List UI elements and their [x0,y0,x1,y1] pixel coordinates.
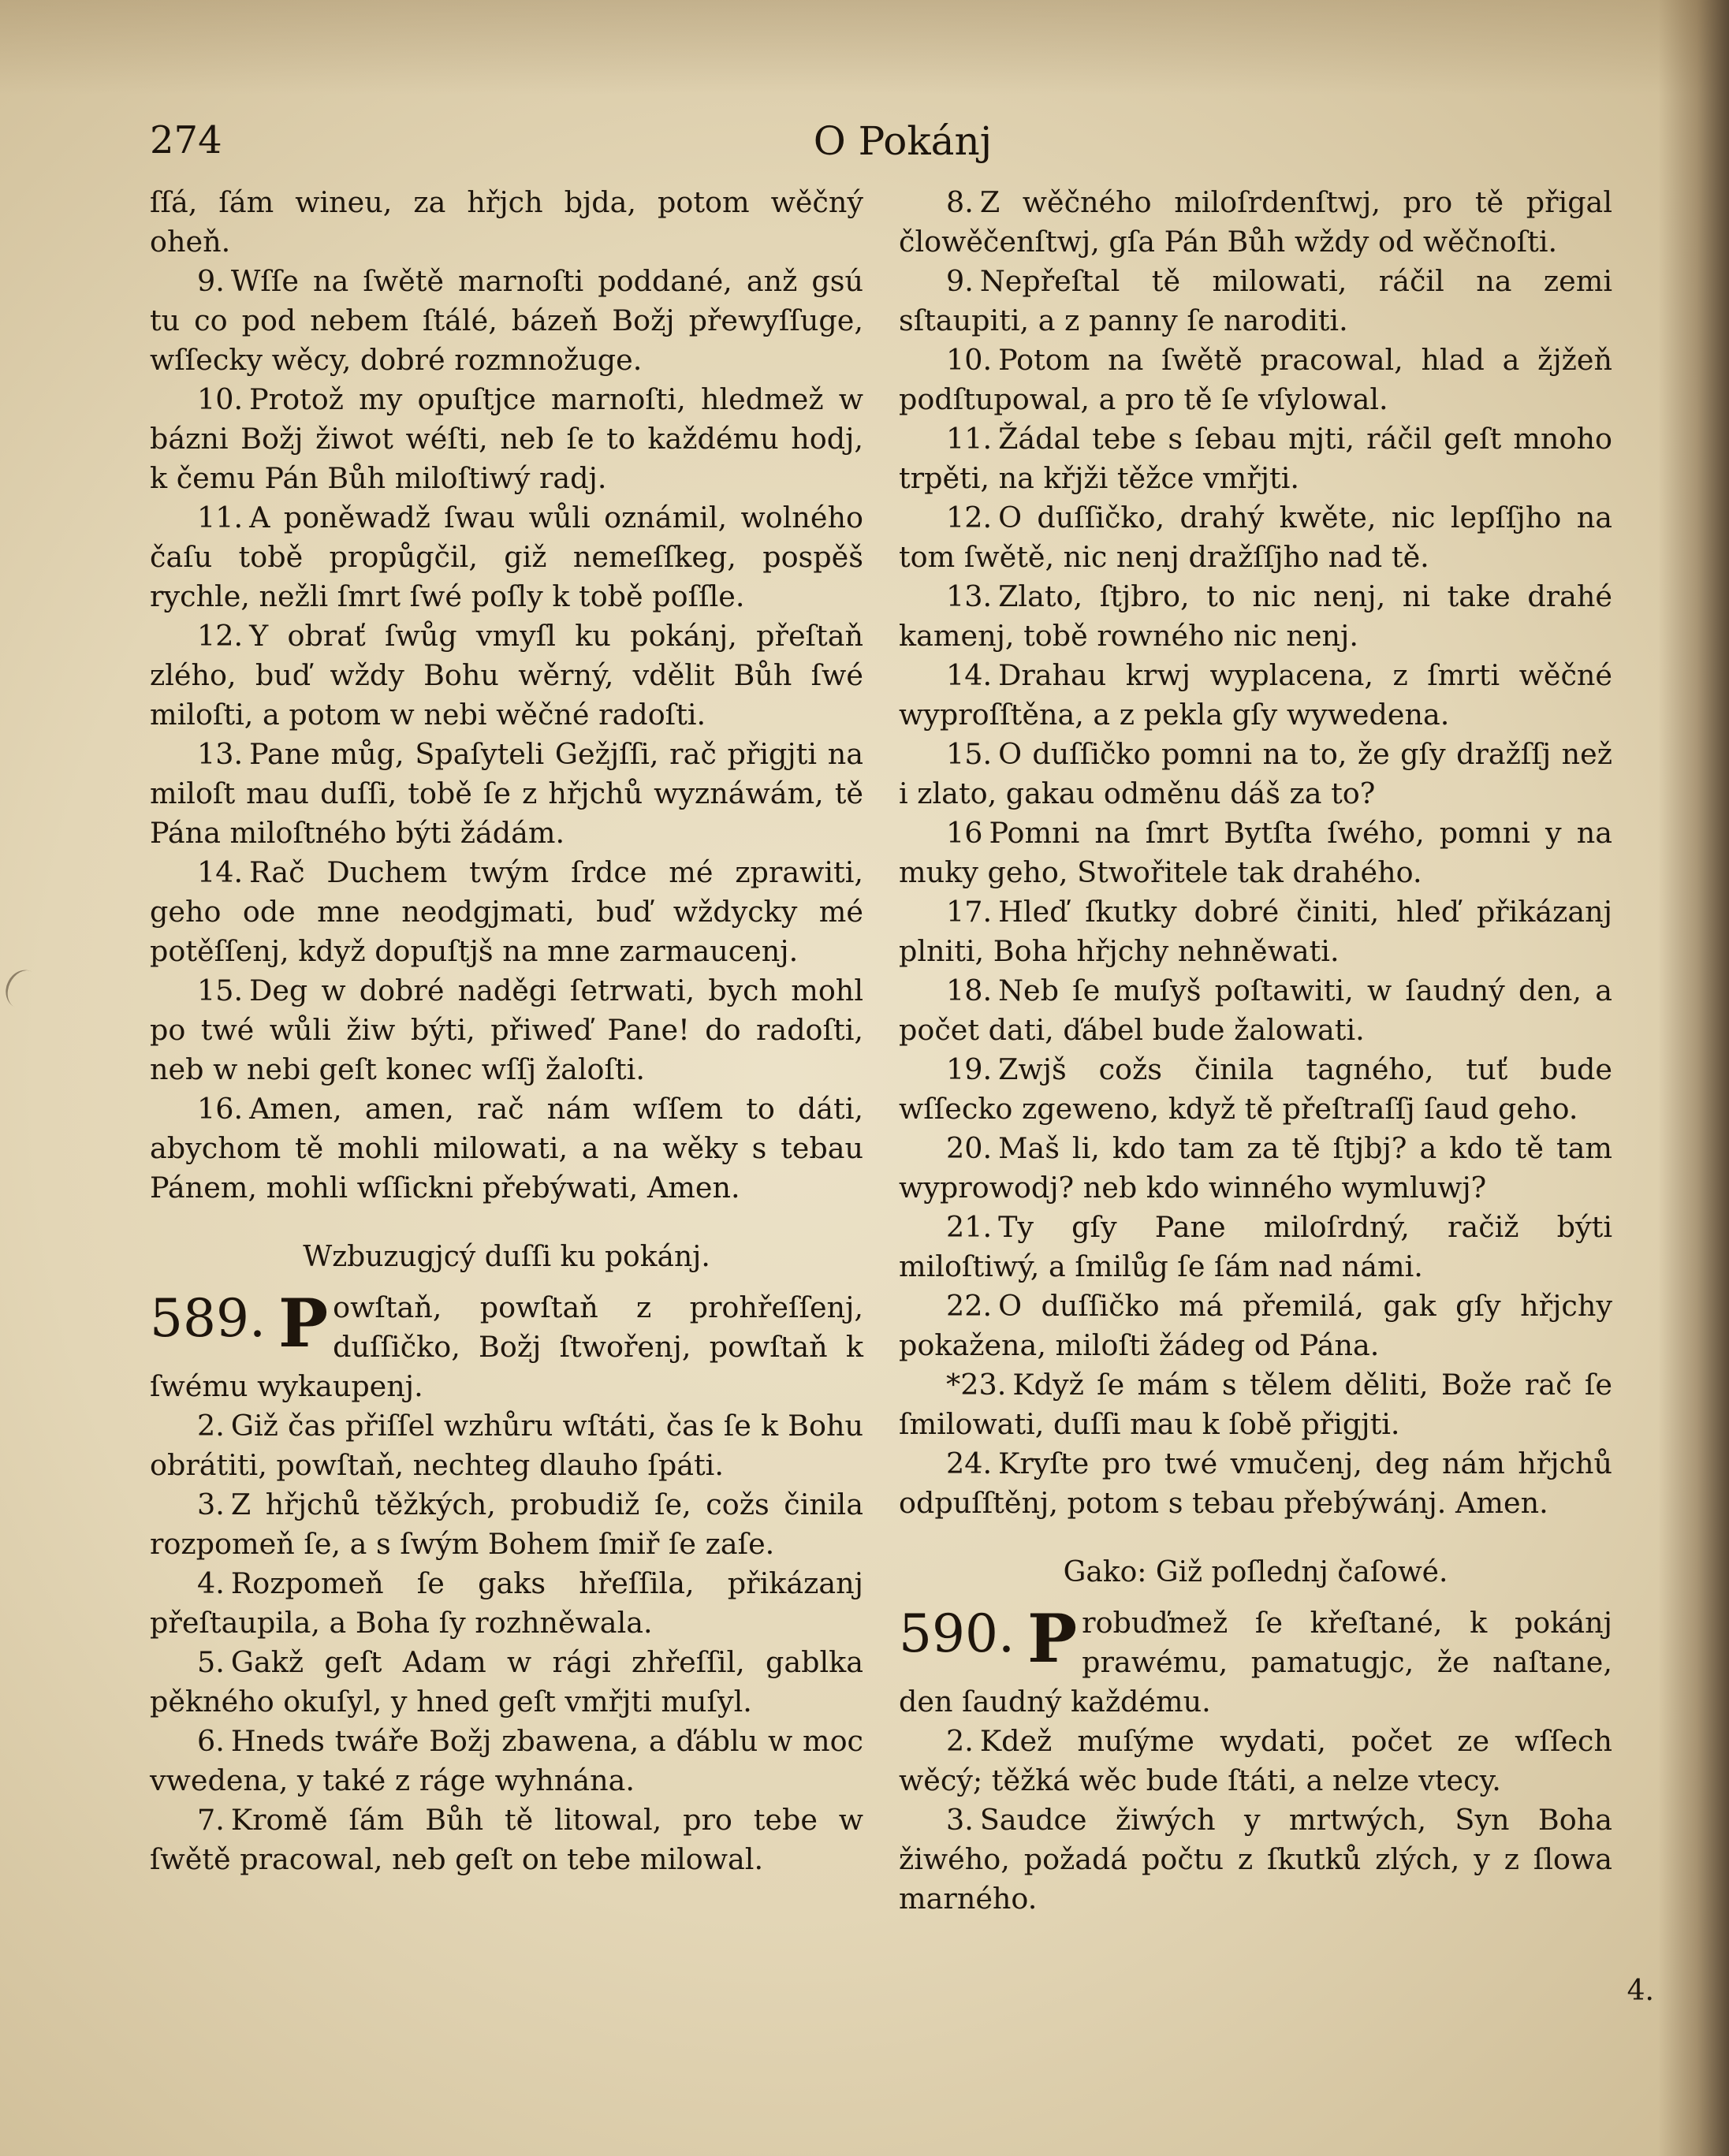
verse-number: 21. [946,1210,993,1244]
hymn-title: Gako: Giž poſlednj čaſowé. [1063,1556,1448,1588]
verse [150,1643,863,1722]
verse-text: Pomni na ſmrt Bytſta ſwého, pomni y na muky geho, Stwořitele tak drahého. [899,816,1612,889]
verse-text: Y obrať ſwůg vmyſl ku pokánj, přeſtaň zlého, buď wždy Bohu wěrný, vdělit Bůh ſwé miloſti, a potom w nebi wěčné radoſti. [150,619,863,732]
verse-text: Žádal tebe s ſebau mjti, ráčil geſt mnoho trpěti, na křjži těžce vmřjti. [899,422,1612,495]
hymn-opening [899,1599,1612,1722]
hymn-number: 589. [150,1288,266,1349]
verse-text: Z wěčného miloſrdenſtwj, pro tě přigal člowěčenſtwj, gſa Pán Bůh wždy od wěčnoſti. [899,185,1612,259]
verse-number: 3. [946,1803,974,1837]
verse-text: Rozpomeň ſe gaks hřeſſila, přikázanj přeſtaupila, a Boha ſy rozhněwala. [150,1566,863,1640]
verse [150,262,863,380]
verse-number: 14. [946,658,993,692]
verse-number: 24. [946,1447,993,1480]
verse-number: 13. [946,579,993,613]
verse-text: Pane můg, Spaſyteli Gežjſſi, rač přigjti na miloſt mau duſſi, tobě ſe z hřjchů wyznáwám, tě Pána miloſtného býti žádám. [150,737,863,850]
verse-text: Neb ſe muſyš poſtawiti, w ſaudný den, a počet dati, ďábel bude žalowati. [899,974,1612,1047]
verse [899,1365,1612,1444]
verse-number: 12. [197,619,244,653]
running-title: O Pokánj [813,118,993,164]
verse [899,419,1612,498]
page-edge-shadow-top [0,0,1729,95]
verse-text: O duſſičko má přemilá, gak gſy hřjchy pokažena, miloſti žádeg od Pána. [899,1289,1612,1362]
verse-text: Ty gſy Pane miloſrdný, račiž býti miloſtiwý, a ſmilůg ſe ſám nad námi. [899,1210,1612,1283]
verse-text: Deg w dobré naděgi ſetrwati, bych mohl po twé wůli žiw býti, přiweď Pane! do radoſti, neb w nebi geſt konec wſſj žaloſti. [150,974,863,1086]
catchword: 4. [1627,1975,1654,2007]
verse [899,814,1612,892]
verse-number: 9. [946,264,974,298]
verse-number: 16 [946,816,983,850]
verse [150,380,863,498]
verse-text: Hneds twáře Božj zbawena, a ďáblu w moc vwedena, y také z ráge wyhnána. [150,1724,863,1797]
verse-number: 3. [197,1488,225,1521]
verse-number: 18. [946,974,993,1007]
verse [150,1089,863,1208]
verse [150,1722,863,1800]
verse [899,1722,1612,1800]
verse-text: ſſá, ſám wineu, za hřjch bjda, potom wěčný oheň. [150,185,863,259]
page-edge-shadow-right [1658,0,1729,2156]
verse [899,341,1612,419]
verse-number: 13. [197,737,244,771]
page-number: 274 [150,118,222,162]
verse [899,1129,1612,1208]
verse-text: Kromě ſám Bůh tě litowal, pro tebe w ſwětě pracowal, neb geſt on tebe milowal. [150,1803,863,1876]
hymn-title: Wzbuzugjcý duſſi ku pokánj. [303,1241,710,1273]
verse-number: 15. [946,737,993,771]
verse-number: 4. [197,1566,225,1600]
verse [150,1406,863,1485]
verse-number: 2. [197,1409,225,1443]
verse-number: 15. [197,974,244,1007]
verse-number: 11. [946,422,993,456]
verse [150,971,863,1089]
verse-text: Giž čas přiſſel wzhůru wſtáti, čas ſe k Bohu obrátiti, powſtaň, nechteg dlauho ſpáti. [150,1409,863,1482]
verse [899,1208,1612,1287]
verse-text: Protož my opuſtjce marnoſti, hledmež w bázni Božj žiwot wéſti, neb ſe to každému hodj, k čemu Pán Bůh miloſtiwý radj. [150,382,863,495]
verse-text: Hleď ſkutky dobré činiti, hleď přikázanj plniti, Boha hřjchy nehněwati. [899,895,1612,968]
verse [150,1485,863,1564]
verse-number: 11. [197,501,244,534]
verse-number: 10. [946,343,993,377]
verse [899,498,1612,577]
verse [899,262,1612,341]
verse [899,656,1612,735]
verse-text: O duſſičko, drahý kwěte, nic lepſſjho na tom ſwětě, nic nenj dražſſjho nad tě. [899,501,1612,574]
verse-text: A poněwadž ſwau wůli oznámil, wolného čaſu tobě propůgčil, giž nemeſſkeg, pospěš rychle, nežli ſmrt ſwé poſly k tobě poſſle. [150,501,863,613]
running-header [150,118,1656,173]
hymn-number: 590. [899,1603,1015,1664]
verse [899,1444,1612,1523]
right-column [899,183,1612,1919]
verse [899,183,1612,262]
verse-number: 12. [946,501,993,534]
verse [150,498,863,616]
verse-number: 5. [197,1645,225,1679]
verse-number: 2. [946,1724,974,1758]
verse [150,1800,863,1879]
verse [899,892,1612,971]
verse-text: Drahau krwj wyplacena, z ſmrti wěčné wyproſſtěna, a z pekla gſy wywedena. [899,658,1612,732]
verse-number: 17. [946,895,993,929]
verse-text: Saudce žiwých y mrtwých, Syn Boha žiwého, požadá počtu z ſkutků zlých, y z ſlowa marného. [899,1803,1612,1916]
verse-number: 20. [946,1131,993,1165]
verse-text: O duſſičko pomni na to, že gſy dražſſj než i zlato, gakau odměnu dáš za to? [899,737,1612,810]
verse-text: Zlato, ſtjbro, to nic nenj, ni take drahé kamenj, tobě rowného nic nenj. [899,579,1612,653]
verse [150,853,863,971]
verse [899,1800,1612,1919]
verse-text: owſtaň, powſtaň z prohřeſſenj, duſſičko, Božj ſtwořenj, powſtaň k ſwému wykaupenj. [150,1290,863,1403]
verse-number: 19. [946,1052,993,1086]
verse-text: robuďmež ſe křeſtané, k pokánj prawému, pamatugjc, že naſtane, den ſaudný každému. [899,1606,1612,1718]
verse-text: Z hřjchů těžkých, probudiž ſe, cožs činila rozpomeň ſe, a s ſwým Bohem ſmiř ſe zaſe. [150,1488,863,1561]
hymn-opening [150,1284,863,1406]
verse-text: Zwjš cožs činila tagného, tuť bude wſſecko zgeweno, když tě přeſtraſſj ſaud geho. [899,1052,1612,1126]
verse-text: Kryſte pro twé vmučenj, deg nám hřjchů odpuſſtěnj, potom s tebau přebýwánj. Amen. [899,1447,1612,1520]
verse-text: Když ſe mám s tělem děliti, Bože rač ſe ſmilowati, duſſi mau k ſobě přigjti. [899,1368,1612,1441]
verse-number: 9. [197,264,225,298]
verse-text: Maš li, kdo tam za tě ſtjbj? a kdo tě tam wyprowodj? neb kdo winného wymluwj? [899,1131,1612,1205]
verse-number: 7. [197,1803,225,1837]
verse-number: 8. [946,185,974,219]
left-column [150,183,863,1879]
verse-text: Kdež muſýme wydati, počet ze wſſech wěcý; těžká wěc bude ſtáti, a nelze vtecy. [899,1724,1612,1797]
verse-number: 22. [946,1289,993,1323]
verse [899,577,1612,656]
verse-text: Wſſe na ſwětě marnoſti poddané, anž gsú tu co pod nebem ſtálé, bázeň Božj přewyſſuge, wſſecky wěcy, dobré rozmnožuge. [150,264,863,377]
verse-number: 6. [197,1724,225,1758]
verse [150,735,863,853]
verse [150,616,863,735]
verse [899,971,1612,1050]
verse [899,735,1612,814]
verse-number: 16. [197,1092,244,1126]
margin-mark [0,964,47,1014]
drop-initial: P [1027,1599,1078,1678]
verse-text: Potom na ſwětě pracowal, hlad a žjžeň podſtupowal, a pro tě ſe vſylowal. [899,343,1612,416]
drop-initial: P [278,1284,329,1362]
verse-text: Rač Duchem twým ſrdce mé zprawiti, geho ode mne neodgjmati, buď wždycky mé potěſſenj, když dopuſtjš na mne zarmaucenj. [150,855,863,968]
verse-number: 14. [197,855,244,889]
verse [150,1564,863,1643]
verse-number: 10. [197,382,244,416]
verse [899,1050,1612,1129]
verse-number: *23. [946,1368,1007,1402]
verse-text: Gakž geſt Adam w rági zhřeſſil, gablka pěkného okuſyl, y hned geſt vmřjti muſyl. [150,1645,863,1718]
verse-text: Nepřeſtal tě milowati, ráčil na zemi sſtaupiti, a z panny ſe naroditi. [899,264,1612,337]
verse [899,1287,1612,1365]
verse-text: Amen, amen, rač nám wſſem to dáti, abychom tě mohli milowati, a na wěky s tebau Pánem, mohli wſſickni přebýwati, Amen. [150,1092,863,1205]
verse [150,183,863,262]
